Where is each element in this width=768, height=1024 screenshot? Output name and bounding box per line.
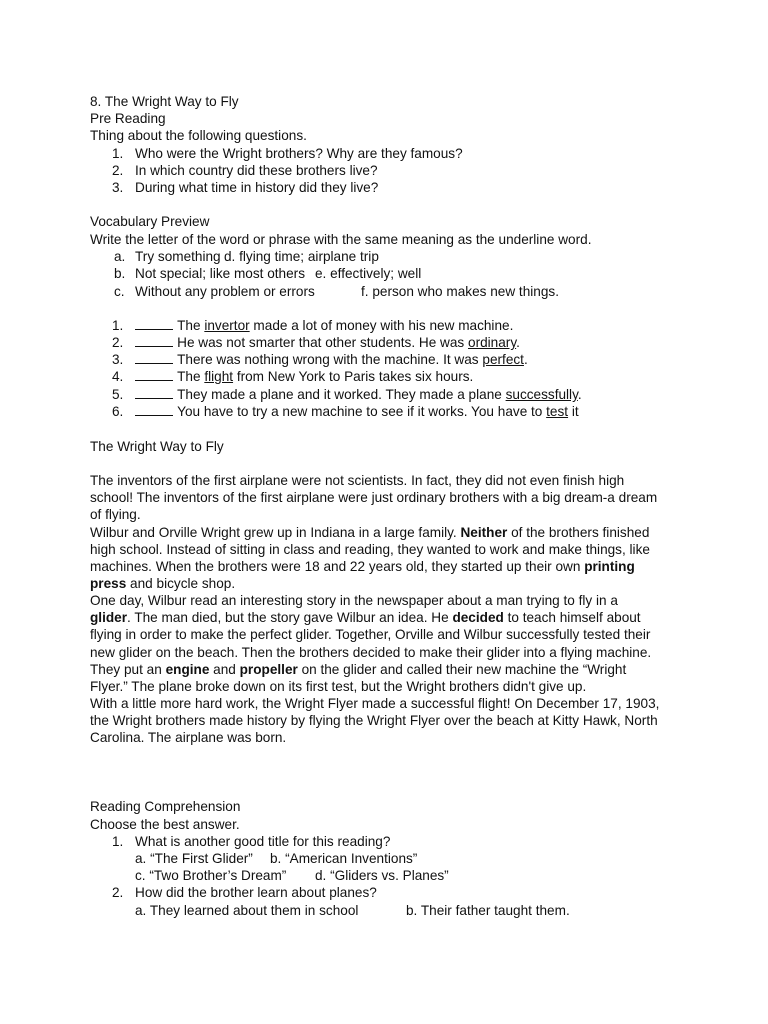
- sentence-text: They made a plane and it worked. They made a plane: [177, 387, 506, 402]
- text-run: of the brothers finished: [507, 525, 650, 540]
- vocab-item: [112, 386, 582, 403]
- option-letter: c.: [114, 284, 125, 299]
- comprehension-title: Reading Comprehension: [90, 799, 241, 814]
- paragraph-line: new glider on the beach. Then the brothers decided to make their glider into a flying machine.: [90, 645, 652, 660]
- list-item-number: 6.: [112, 404, 124, 419]
- answer-blank[interactable]: [135, 334, 173, 347]
- list-item-number: 4.: [112, 369, 124, 384]
- vocab-item: [112, 317, 513, 334]
- question-text: How did the brother learn about planes?: [135, 885, 377, 900]
- sentence-text: The: [177, 369, 205, 384]
- answer-option[interactable]: a. They learned about them in school: [135, 903, 359, 918]
- list-item-number: 2.: [112, 885, 124, 900]
- bold-vocab-word: press: [90, 576, 127, 591]
- sentence-text: There was nothing wrong with the machine. It was: [177, 352, 483, 367]
- text-run: and: [209, 662, 240, 677]
- text-run: They put an: [90, 662, 166, 677]
- vocab-option: Without any problem or errors: [135, 284, 315, 299]
- paragraph-line: With a little more hard work, the Wright Flyer made a successful flight! On December 17, 1903,: [90, 696, 660, 711]
- answer-blank[interactable]: [135, 351, 173, 364]
- bold-vocab-word: decided: [452, 610, 504, 625]
- text-run: and bicycle shop.: [126, 576, 236, 591]
- list-item-number: 5.: [112, 387, 124, 402]
- paragraph-line: [90, 524, 649, 541]
- answer-option[interactable]: b. Their father taught them.: [406, 903, 570, 918]
- sentence-text: You have to try a new machine to see if it works. You have to: [177, 404, 547, 419]
- answer-blank[interactable]: [135, 368, 173, 381]
- vocab-option: f. person who makes new things.: [361, 284, 559, 299]
- list-item-number: 3.: [112, 352, 124, 367]
- pre-reading-instruction: Thing about the following questions.: [90, 128, 307, 143]
- sentence-text: .: [523, 352, 528, 367]
- option-letter: b.: [114, 266, 126, 281]
- vocab-option: e. effectively; well: [315, 266, 422, 281]
- sentence-text: it: [568, 404, 579, 419]
- list-item-number: 3.: [112, 180, 124, 195]
- sentence-text: He was not smarter that other students. He was: [177, 335, 469, 350]
- answer-option[interactable]: d. “Gliders vs. Planes”: [315, 868, 449, 883]
- list-item-number: 2.: [112, 335, 124, 350]
- paragraph-line: school! The inventors of the first airplane were just ordinary brothers with a big dream-a dream: [90, 490, 658, 505]
- paragraph-line: Flyer.” The plane broke down on its first test, but the Wright brothers didn't give up.: [90, 679, 587, 694]
- underlined-word: flight: [204, 369, 234, 384]
- text-run: Wilbur and Orville Wright grew up in Indiana in a large family.: [90, 525, 461, 540]
- reading-title: The Wright Way to Fly: [90, 439, 224, 454]
- bold-vocab-word: engine: [165, 662, 210, 677]
- vocab-title: Vocabulary Preview: [90, 214, 210, 229]
- question-text: What is another good title for this reading?: [135, 834, 391, 849]
- text-run: machines. When the brothers were 18 and 22 years old, they started up their own: [90, 559, 585, 574]
- paragraph-line: Carolina. The airplane was born.: [90, 730, 287, 745]
- underlined-word: perfect: [482, 352, 524, 367]
- answer-option[interactable]: a. “The First Glider”: [135, 851, 253, 866]
- underlined-word: successfully: [505, 387, 578, 402]
- vocab-item: [112, 403, 579, 420]
- sentence-text: .: [516, 335, 520, 350]
- paragraph-line: The inventors of the first airplane were not scientists. In fact, they did not even finish high: [90, 473, 625, 488]
- answer-option[interactable]: b. “American Inventions”: [270, 851, 418, 866]
- paragraph-line: [90, 575, 235, 592]
- pre-reading-question: Who were the Wright brothers? Why are they famous?: [135, 146, 463, 161]
- vocab-option: Try something: [135, 249, 221, 264]
- sentence-text: from New York to Paris takes six hours.: [233, 369, 474, 384]
- list-item-number: 1.: [112, 146, 124, 161]
- paragraph-line: [90, 558, 635, 575]
- paragraph-line: the Wright brothers made history by flying the Wright Flyer over the beach at Kitty Hawk, North: [90, 713, 658, 728]
- answer-blank[interactable]: [135, 403, 173, 416]
- vocab-item: [112, 368, 473, 385]
- list-item-number: 1.: [112, 318, 124, 333]
- bold-vocab-word: glider: [90, 610, 128, 625]
- sentence-text: made a lot of money with his new machine.: [249, 318, 514, 333]
- bold-vocab-word: Neither: [460, 525, 508, 540]
- paragraph-line: [90, 661, 626, 678]
- answer-blank[interactable]: [135, 317, 173, 330]
- comprehension-instruction: Choose the best answer.: [90, 817, 240, 832]
- underlined-word: invertor: [204, 318, 250, 333]
- sentence-text: .: [577, 387, 582, 402]
- text-run: on the glider and called their new machine the “Wright: [297, 662, 627, 677]
- paragraph-line: high school. Instead of sitting in class and reading, they wanted to work and make things, like: [90, 542, 650, 557]
- option-letter: a.: [114, 249, 126, 264]
- text-run: . The man died, but the story gave Wilbur an idea. He: [127, 610, 453, 625]
- paragraph-line: of flying.: [90, 507, 141, 522]
- paragraph-line: One day, Wilbur read an interesting story in the newspaper about a man trying to fly in a: [90, 593, 618, 608]
- vocab-item: [112, 334, 520, 351]
- answer-blank[interactable]: [135, 386, 173, 399]
- underlined-word: ordinary: [468, 335, 517, 350]
- lesson-title: 8. The Wright Way to Fly: [90, 94, 239, 109]
- bold-vocab-word: propeller: [239, 662, 298, 677]
- vocab-option: Not special; like most others: [135, 266, 305, 281]
- vocab-instruction: Write the letter of the word or phrase with the same meaning as the underline word.: [90, 232, 592, 247]
- section-pre-reading: Pre Reading: [90, 111, 166, 126]
- list-item-number: 2.: [112, 163, 124, 178]
- vocab-item: [112, 351, 528, 368]
- pre-reading-question: In which country did these brothers live?: [135, 163, 378, 178]
- paragraph-line: [90, 609, 641, 626]
- pre-reading-question: During what time in history did they live?: [135, 180, 379, 195]
- sentence-text: The: [177, 318, 205, 333]
- paragraph-line: flying in order to make the perfect glider. Together, Orville and Wilbur successfully tested their: [90, 627, 651, 642]
- bold-vocab-word: printing: [584, 559, 635, 574]
- text-run: to teach himself about: [503, 610, 641, 625]
- underlined-word: test: [546, 404, 569, 419]
- list-item-number: 1.: [112, 834, 124, 849]
- answer-option[interactable]: c. “Two Brother’s Dream”: [135, 868, 287, 883]
- vocab-option: d. flying time; airplane trip: [224, 249, 379, 264]
